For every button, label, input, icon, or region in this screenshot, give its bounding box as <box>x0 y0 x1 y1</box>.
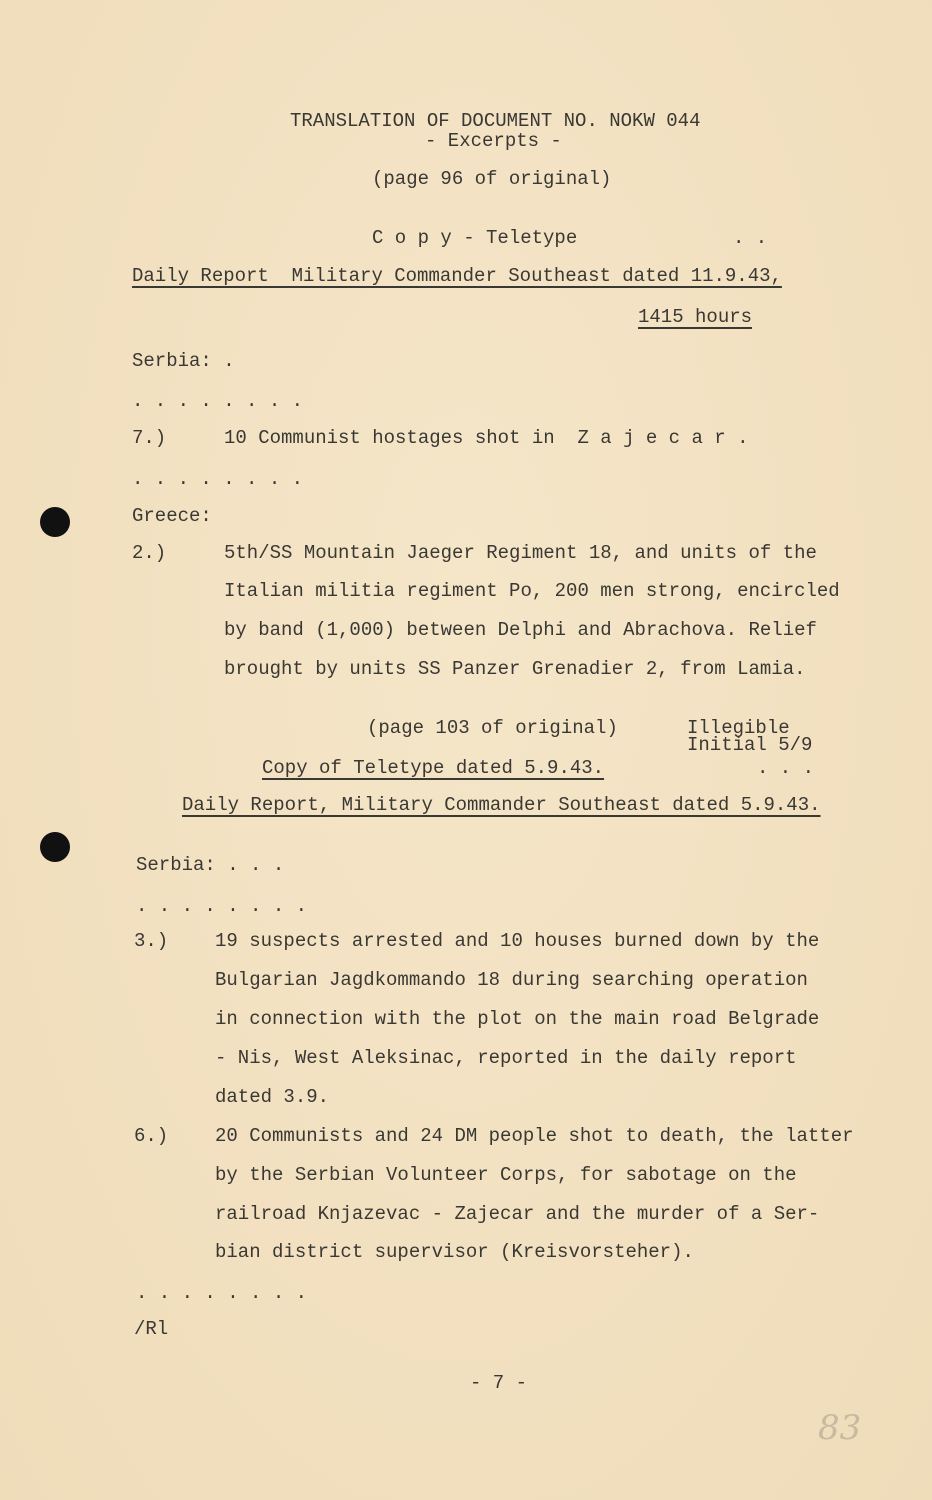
report-heading: Daily Report, Military Commander Southeast dated 5.9.43. <box>182 794 821 816</box>
report-heading: Daily Report Military Commander Southeast dated 11.9.43, <box>132 265 782 287</box>
region-heading: Serbia: . <box>132 350 235 372</box>
page-number: - 7 - <box>470 1372 528 1394</box>
item-text-line: bian district supervisor (Kreisvorsteher). <box>215 1241 694 1263</box>
item-text-line: by band (1,000) between Delphi and Abrachova. Relief <box>224 619 817 641</box>
report-time: 1415 hours <box>638 306 753 328</box>
item-text-line: 5th/SS Mountain Jaeger Regiment 18, and units of the <box>224 542 817 564</box>
copy-teletype-heading: Copy of Teletype dated 5.9.43. <box>262 757 605 779</box>
copy-dots: . . . <box>757 757 815 779</box>
punch-hole <box>40 832 70 862</box>
item-number: 2.) <box>132 542 167 564</box>
item-text: 10 Communist hostages shot in Z a j e c a r . <box>224 427 749 449</box>
ellipsis-dots: . . . . . . . . <box>136 1282 308 1304</box>
handwritten-number: 83 <box>818 1408 862 1448</box>
item-number: 6.) <box>134 1125 169 1147</box>
typist-initials: /Rl <box>134 1318 169 1340</box>
ellipsis-dots: . . . . . . . . <box>132 390 304 412</box>
item-number: 3.) <box>134 930 169 952</box>
item-text-line: Bulgarian Jagdkommando 18 during searching operation <box>215 969 808 991</box>
page-reference: (page 96 of original) <box>372 168 612 190</box>
item-text-line: railroad Knjazevac - Zajecar and the murder of a Ser- <box>215 1203 820 1225</box>
copy-dots: . . <box>733 227 768 249</box>
item-text-line: brought by units SS Panzer Grenadier 2, from Lamia. <box>224 658 806 680</box>
illegible-note: Illegible <box>687 717 790 739</box>
item-text-line: in connection with the plot on the main road Belgrade <box>215 1008 820 1030</box>
ellipsis-dots: . . . . . . . . <box>136 895 308 917</box>
item-text-line: 19 suspects arrested and 10 houses burned down by the <box>215 930 820 952</box>
document-subtitle: - Excerpts - <box>425 130 562 152</box>
item-text-line: 20 Communists and 24 DM people shot to death, the latter <box>215 1125 854 1147</box>
page-reference: (page 103 of original) <box>367 717 618 739</box>
region-heading: Serbia: . . . <box>136 854 285 876</box>
item-text-line: dated 3.9. <box>215 1086 330 1108</box>
item-number: 7.) <box>132 427 167 449</box>
ellipsis-dots: . . . . . . . . <box>132 468 304 490</box>
item-text-line: by the Serbian Volunteer Corps, for sabotage on the <box>215 1164 797 1186</box>
region-heading: Greece: <box>132 505 212 527</box>
punch-hole <box>40 507 70 537</box>
item-text-line: - Nis, West Aleksinac, reported in the daily report <box>215 1047 797 1069</box>
initial-note: Initial 5/9 <box>687 734 813 756</box>
item-text-line: Italian militia regiment Po, 200 men strong, encircled <box>224 580 840 602</box>
document-title: TRANSLATION OF DOCUMENT NO. NOKW 044 <box>290 110 701 132</box>
copy-label: C o p y - Teletype <box>372 227 578 249</box>
